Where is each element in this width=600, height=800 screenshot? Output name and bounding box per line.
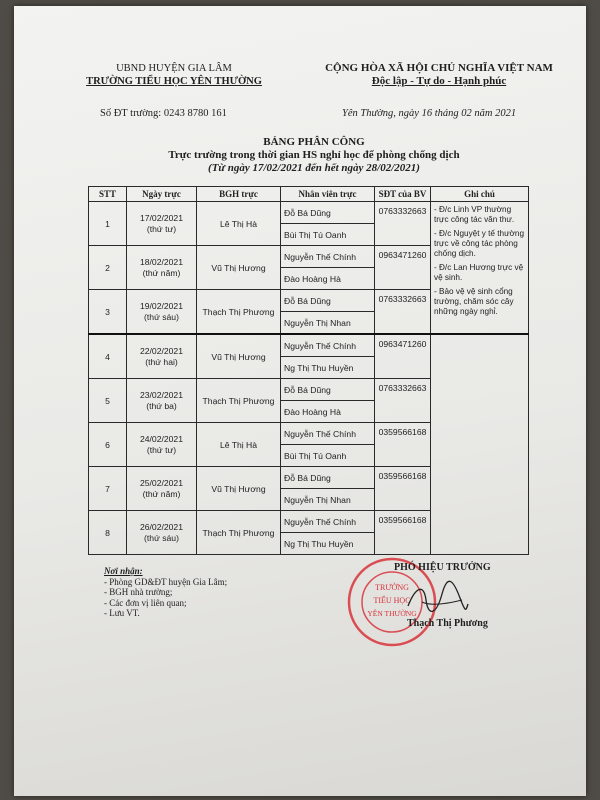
row-staff-1: Đỗ Bá Dũng (281, 379, 375, 401)
row-day: 23/02/2021 (thứ ba) (127, 379, 197, 423)
title-subject: Trực trường trong thời gian HS nghỉ học để phòng chống dịch (168, 149, 460, 161)
row-phone: 0359566168 (375, 511, 431, 555)
row-bgh: Thạch Thị Phương (197, 290, 281, 335)
recipients-block (104, 566, 227, 619)
row-staff-2: Đào Hoàng Hà (281, 268, 375, 290)
recipient-item: - Lưu VT. (104, 608, 140, 618)
row-staff-2: Bùi Thị Tú Oanh (281, 224, 375, 246)
row-bgh: Vũ Thị Hương (197, 334, 281, 379)
row-phone: 0763332663 (375, 202, 431, 246)
row-staff-1: Nguyễn Thế Chính (281, 334, 375, 357)
row-day: 25/02/2021 (thứ năm) (127, 467, 197, 511)
note-item: - Đ/c Nguyệt y tế thường trực về công tác phòng chống dịch. (434, 229, 525, 258)
col-staff: Nhân viên trực (281, 187, 375, 202)
place-date: Yên Thường, ngày 16 tháng 02 năm 2021 (342, 108, 517, 119)
row-day: 19/02/2021 (thứ sáu) (127, 290, 197, 335)
row-stt: 6 (89, 423, 127, 467)
handwritten-signature (402, 576, 472, 620)
title-main: BẢNG PHÂN CÔNG (263, 136, 365, 148)
title-period: (Từ ngày 17/02/2021 đến hết ngày 28/02/2021) (208, 162, 420, 174)
row-day: 17/02/2021 (thứ tư) (127, 202, 197, 246)
row-phone: 0763332663 (375, 379, 431, 423)
row-bgh: Thạch Thị Phương (197, 511, 281, 555)
row-staff-2: Nguyễn Thị Nhan (281, 312, 375, 335)
row-staff-1: Đỗ Bá Dũng (281, 290, 375, 312)
row-staff-2: Bùi Thị Tú Oanh (281, 445, 375, 467)
school-name: TRƯỜNG TIỂU HỌC YÊN THƯỜNG (86, 76, 262, 87)
row-bgh: Vũ Thị Hương (197, 467, 281, 511)
row-bgh: Lê Thị Hà (197, 423, 281, 467)
country-name: CỘNG HÒA XÃ HỘI CHỦ NGHĨA VIỆT NAM (325, 62, 553, 74)
recipient-item: - Các đơn vị liên quan; (104, 597, 187, 608)
recipients-title: Nơi nhận: (104, 566, 143, 576)
row-phone: 0963471260 (375, 334, 431, 379)
row-stt: 2 (89, 246, 127, 290)
note-item: - Đ/c Linh VP thường trực công tác văn thư. (434, 205, 515, 224)
row-bgh: Vũ Thị Hương (197, 246, 281, 290)
signer-title: PHÓ HIỆU TRƯỞNG (394, 562, 491, 573)
row-stt: 7 (89, 467, 127, 511)
row-day: 26/02/2021 (thứ sáu) (127, 511, 197, 555)
stamp-line-1: TRƯỜNG (375, 583, 409, 592)
notes-empty-cell (431, 334, 529, 555)
duty-table (88, 186, 529, 555)
row-staff-2: Ng Thị Thu Huyền (281, 357, 375, 379)
col-phone: SĐT của BV (375, 187, 431, 202)
row-stt: 8 (89, 511, 127, 555)
note-item: - Bảo vệ vệ sinh cổng trường, chăm sóc cây những ngày nghỉ. (434, 287, 514, 316)
col-day: Ngày trực (127, 187, 197, 202)
row-phone: 0763332663 (375, 290, 431, 335)
row-phone: 0963471260 (375, 246, 431, 290)
row-stt: 4 (89, 334, 127, 379)
col-notes: Ghi chú (431, 187, 529, 202)
row-bgh: Thạch Thị Phương (197, 379, 281, 423)
row-day: 22/02/2021 (thứ hai) (127, 334, 197, 379)
row-staff-1: Đỗ Bá Dũng (281, 467, 375, 489)
national-header (314, 62, 564, 88)
row-staff-2: Ng Thị Thu Huyền (281, 533, 375, 555)
table-header-row (89, 187, 529, 202)
col-stt: STT (89, 187, 127, 202)
row-staff-2: Đào Hoàng Hà (281, 401, 375, 423)
row-bgh: Lê Thị Hà (197, 202, 281, 246)
signer-name: Thạch Thị Phương (407, 618, 488, 629)
row-day: 18/02/2021 (thứ năm) (127, 246, 197, 290)
row-phone: 0359566168 (375, 423, 431, 467)
row-staff-1: Đỗ Bá Dũng (281, 202, 375, 224)
recipient-item: - Phòng GD&ĐT huyện Gia Lâm; (104, 576, 228, 587)
row-stt: 1 (89, 202, 127, 246)
issuer-block (74, 62, 274, 88)
notes-cell (431, 202, 529, 335)
document-page (14, 6, 586, 796)
national-motto: Độc lập - Tự do - Hạnh phúc (371, 75, 507, 87)
note-item: - Đ/c Lan Hương trực vệ vệ sinh. (434, 263, 524, 282)
document-title (28, 136, 600, 175)
recipient-item: - BGH nhà trường; (104, 587, 173, 597)
table-row (89, 202, 529, 224)
row-day: 24/02/2021 (thứ tư) (127, 423, 197, 467)
row-staff-1: Nguyễn Thế Chính (281, 246, 375, 268)
table-row (89, 334, 529, 357)
row-stt: 3 (89, 290, 127, 335)
row-phone: 0359566168 (375, 467, 431, 511)
stamp-line-2: TIỂU HỌC (373, 596, 411, 605)
stamp-line-3: YÊN THƯỜNG (367, 609, 417, 618)
row-staff-1: Nguyễn Thế Chính (281, 423, 375, 445)
col-bgh: BGH trực (197, 187, 281, 202)
school-phone: Số ĐT trường: 0243 8780 161 (100, 108, 227, 119)
row-stt: 5 (89, 379, 127, 423)
district-name: UBND HUYỆN GIA LÂM (116, 63, 232, 74)
row-staff-1: Nguyễn Thế Chính (281, 511, 375, 533)
row-staff-2: Nguyễn Thị Nhan (281, 489, 375, 511)
